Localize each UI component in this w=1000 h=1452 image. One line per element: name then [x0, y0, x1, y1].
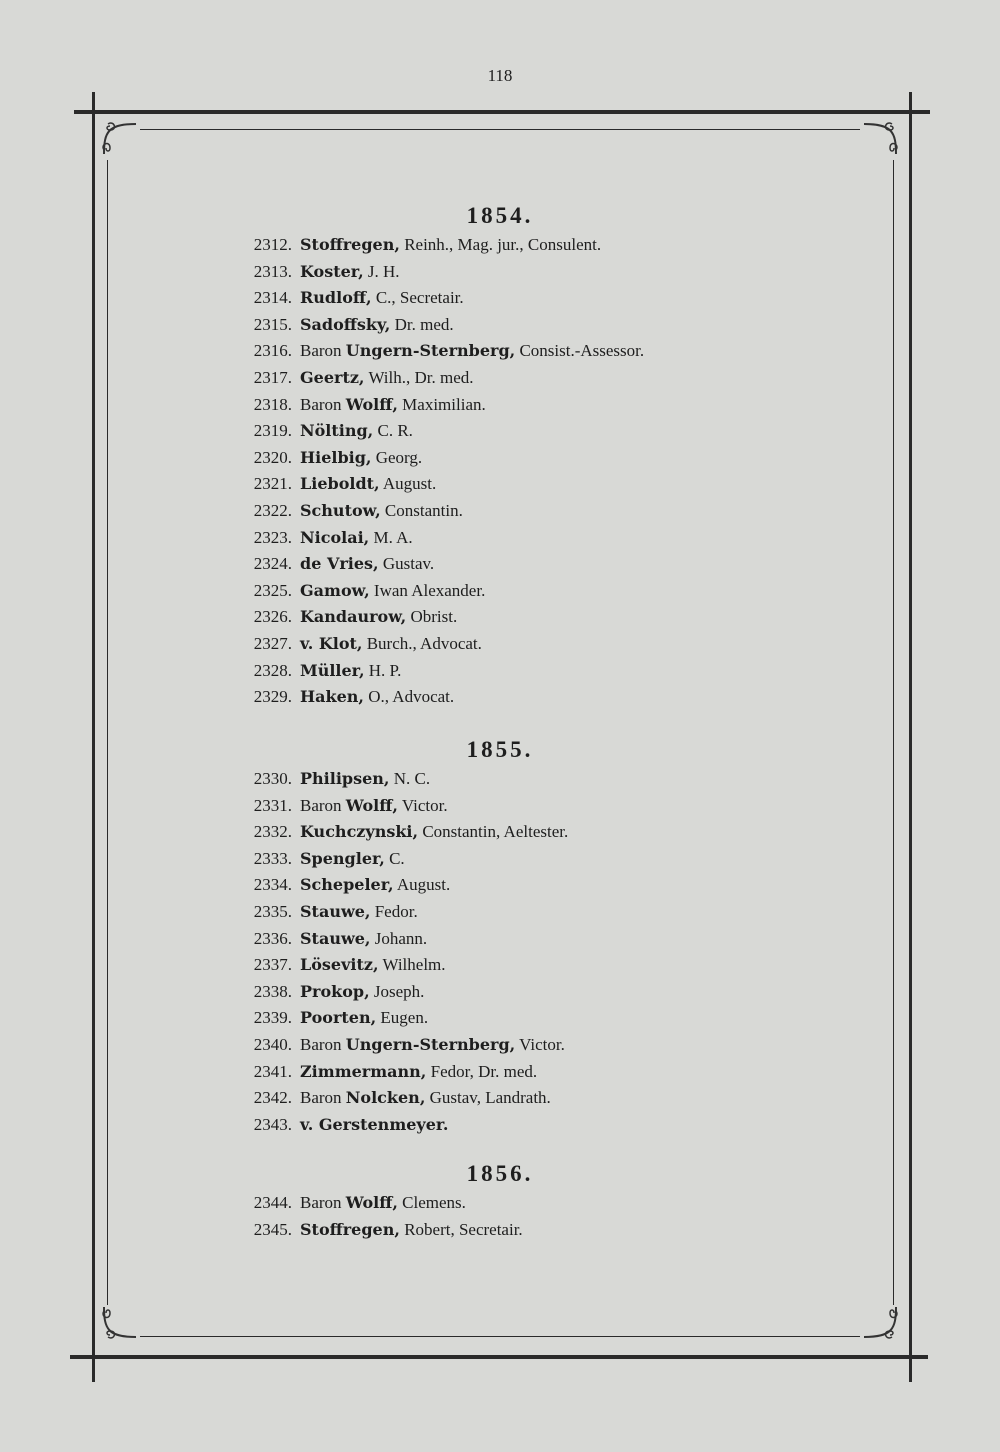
entry-details: Iwan Alexander.: [369, 580, 486, 600]
entry-surname: Geertz,: [300, 368, 365, 387]
entry-surname: Lieboldt,: [300, 474, 380, 494]
entry-number: 2334.: [253, 875, 292, 895]
entry-surname: Wolff,: [345, 394, 398, 414]
entry-details: Gustav.: [378, 554, 435, 574]
entry-details: August.: [393, 875, 451, 895]
register-entry: [228, 952, 446, 978]
entry-surname: Kuchczynski,: [300, 822, 419, 842]
register-entry: [228, 899, 418, 925]
entry-number: 2329.: [253, 687, 292, 707]
entry-title-prefix: Baron: [300, 394, 346, 414]
year-heading: 1854.: [466, 203, 534, 228]
entry-details: Maximilian.: [397, 394, 486, 414]
register-entry: [228, 819, 568, 845]
register-entry: [228, 631, 482, 657]
entry-details: Fedor.: [370, 902, 418, 921]
frame-inner-bottom-rule: [140, 1336, 860, 1337]
register-entry: [228, 979, 424, 1005]
entry-number: 2332.: [253, 822, 292, 842]
entry-surname: Ungern-Sternberg,: [345, 1035, 516, 1054]
entry-number: 2317.: [253, 368, 292, 387]
entry-number: 2344.: [253, 1193, 292, 1212]
entry-number: 2341.: [253, 1061, 292, 1081]
entry-details: August.: [379, 474, 437, 494]
entry-surname: Spengler,: [300, 848, 385, 868]
entry-title-prefix: Baron: [300, 1088, 346, 1108]
entry-number: 2343.: [253, 1114, 292, 1134]
register-entry: [228, 338, 644, 364]
entry-details: Eugen.: [376, 1008, 429, 1028]
entry-number: 2336.: [253, 928, 292, 948]
entry-details: Victor.: [515, 1035, 565, 1054]
entry-surname: Stoffregen,: [300, 1219, 400, 1239]
entry-surname: Prokop,: [300, 981, 370, 1001]
entry-details: Georg.: [371, 447, 423, 467]
entry-surname: Nicolai,: [300, 527, 370, 547]
entry-number: 2312.: [253, 235, 292, 254]
entry-details: Consist.-Assessor.: [515, 341, 645, 361]
register-entry: [228, 1217, 523, 1243]
entry-surname: Schutow,: [300, 501, 381, 520]
entry-surname: Poorten,: [300, 1008, 377, 1028]
register-entry: [228, 1005, 428, 1031]
register-entry: [228, 445, 422, 471]
entry-surname: Ungern-Sternberg,: [345, 341, 516, 361]
entry-surname: Haken,: [300, 687, 364, 707]
frame-inner-top-rule: [140, 129, 860, 130]
entry-surname: Kandaurow,: [300, 607, 407, 627]
entry-details: C.: [384, 848, 405, 868]
register-entry: [228, 285, 464, 311]
register-entry: [228, 551, 434, 577]
register-entry: [228, 1059, 537, 1085]
entry-number: 2314.: [253, 288, 292, 308]
entry-surname: Zimmermann,: [300, 1061, 427, 1081]
entry-number: 2319.: [253, 421, 292, 441]
entry-surname: Wolff,: [345, 795, 398, 815]
frame-inner-right-rule: [893, 160, 894, 1305]
entry-surname: Stauwe,: [300, 902, 371, 921]
entry-surname: Müller,: [300, 660, 365, 680]
register-entry: [228, 793, 448, 819]
entry-title-prefix: Baron: [300, 795, 346, 815]
entry-surname: Schepeler,: [300, 875, 394, 895]
entry-title-prefix: Baron: [300, 1193, 346, 1212]
entry-details: Obrist.: [406, 607, 458, 627]
register-entry: [228, 872, 450, 898]
register-entry: [228, 1190, 466, 1216]
entry-number: 2335.: [253, 902, 292, 921]
entry-number: 2339.: [253, 1008, 292, 1028]
entry-details: Reinh., Mag. jur., Consulent.: [399, 235, 602, 254]
page-number: 118: [487, 66, 513, 85]
entry-details: C., Secretair.: [371, 288, 464, 308]
entry-surname: v. Gerstenmeyer.: [300, 1114, 449, 1134]
entry-number: 2318.: [253, 394, 292, 414]
entry-details: Robert, Secretair.: [399, 1219, 523, 1239]
entry-surname: Stoffregen,: [300, 235, 400, 254]
entry-surname: v. Klot,: [300, 634, 363, 653]
register-entry: [228, 365, 474, 391]
register-entry: [228, 766, 430, 792]
register-entry: [228, 684, 454, 710]
corner-ornament-icon: [860, 118, 900, 158]
entry-surname: Rudloff,: [300, 288, 372, 308]
register-entry: [228, 658, 401, 684]
entry-title-prefix: Baron: [300, 341, 346, 361]
entry-surname: Nölting,: [300, 421, 374, 441]
entry-number: 2321.: [253, 474, 292, 494]
entry-number: 2323.: [253, 527, 292, 547]
entry-number: 2331.: [253, 795, 292, 815]
entry-surname: Sadoffsky,: [300, 314, 391, 334]
register-entry: [228, 232, 601, 258]
entry-surname: Koster,: [300, 261, 364, 281]
entry-details: Clemens.: [397, 1193, 466, 1212]
register-entry: [228, 926, 427, 952]
entry-details: C. R.: [373, 421, 413, 441]
register-entry: [228, 498, 463, 524]
entry-details: H. P.: [364, 660, 402, 680]
register-entry: [228, 312, 454, 338]
entry-number: 2315.: [253, 314, 292, 334]
register-entry: [228, 1112, 448, 1138]
entry-number: 2320.: [253, 447, 292, 467]
entry-details: Fedor, Dr. med.: [426, 1061, 538, 1081]
entry-surname: Wolff,: [345, 1193, 398, 1212]
register-entry: [228, 259, 400, 285]
register-entry: [228, 1085, 551, 1111]
entry-surname: Gamow,: [300, 580, 370, 600]
entry-details: J. H.: [363, 261, 400, 281]
entry-details: Johann.: [370, 928, 428, 948]
frame-inner-left-rule: [107, 160, 108, 1305]
entry-surname: Lösevitz,: [300, 955, 379, 975]
entry-details: M. A.: [369, 527, 413, 547]
entry-details: Constantin.: [380, 501, 463, 520]
entry-number: 2333.: [253, 848, 292, 868]
entry-number: 2326.: [253, 607, 292, 627]
entry-number: 2327.: [253, 634, 292, 653]
corner-ornament-icon: [100, 1303, 140, 1343]
entry-number: 2324.: [253, 554, 292, 574]
entry-number: 2313.: [253, 261, 292, 281]
entry-details: Wilh., Dr. med.: [364, 368, 474, 387]
frame-bottom-rule: [70, 1355, 928, 1359]
entry-number: 2337.: [253, 955, 292, 975]
entry-details: N. C.: [389, 769, 431, 788]
entry-surname: de Vries,: [300, 554, 379, 574]
entry-number: 2328.: [253, 660, 292, 680]
frame-top-rule: [74, 110, 930, 114]
entry-surname: Stauwe,: [300, 928, 371, 948]
register-entry: [228, 418, 413, 444]
entry-details: Victor.: [397, 795, 448, 815]
entry-details: Joseph.: [369, 981, 425, 1001]
entry-surname: Nolcken,: [345, 1088, 426, 1108]
entry-details: Wilhelm.: [378, 955, 446, 975]
register-entry: [228, 846, 405, 872]
entry-surname: Philipsen,: [300, 769, 390, 788]
year-heading: 1856.: [466, 1161, 534, 1186]
entry-number: 2340.: [253, 1035, 292, 1054]
corner-ornament-icon: [100, 118, 140, 158]
entry-number: 2330.: [253, 769, 292, 788]
entry-details: O., Advocat.: [363, 687, 455, 707]
register-entry: [228, 578, 485, 604]
entry-number: 2316.: [253, 341, 292, 361]
entry-number: 2342.: [253, 1088, 292, 1108]
corner-ornament-icon: [860, 1303, 900, 1343]
register-entry: [228, 392, 486, 418]
register-entry: [228, 1032, 565, 1058]
entry-details: Gustav, Landrath.: [425, 1088, 551, 1108]
year-heading: 1855.: [466, 737, 534, 762]
entry-details: Constantin, Aeltester.: [418, 822, 569, 842]
register-entry: [228, 604, 457, 630]
entry-number: 2338.: [253, 981, 292, 1001]
entry-number: 2345.: [253, 1219, 292, 1239]
entry-number: 2322.: [253, 501, 292, 520]
entry-surname: Hielbig,: [300, 447, 372, 467]
entry-details: Burch., Advocat.: [362, 634, 482, 653]
register-entry: [228, 525, 413, 551]
entry-number: 2325.: [253, 580, 292, 600]
entry-title-prefix: Baron: [300, 1035, 346, 1054]
register-entry: [228, 471, 436, 497]
entry-details: Dr. med.: [390, 314, 454, 334]
